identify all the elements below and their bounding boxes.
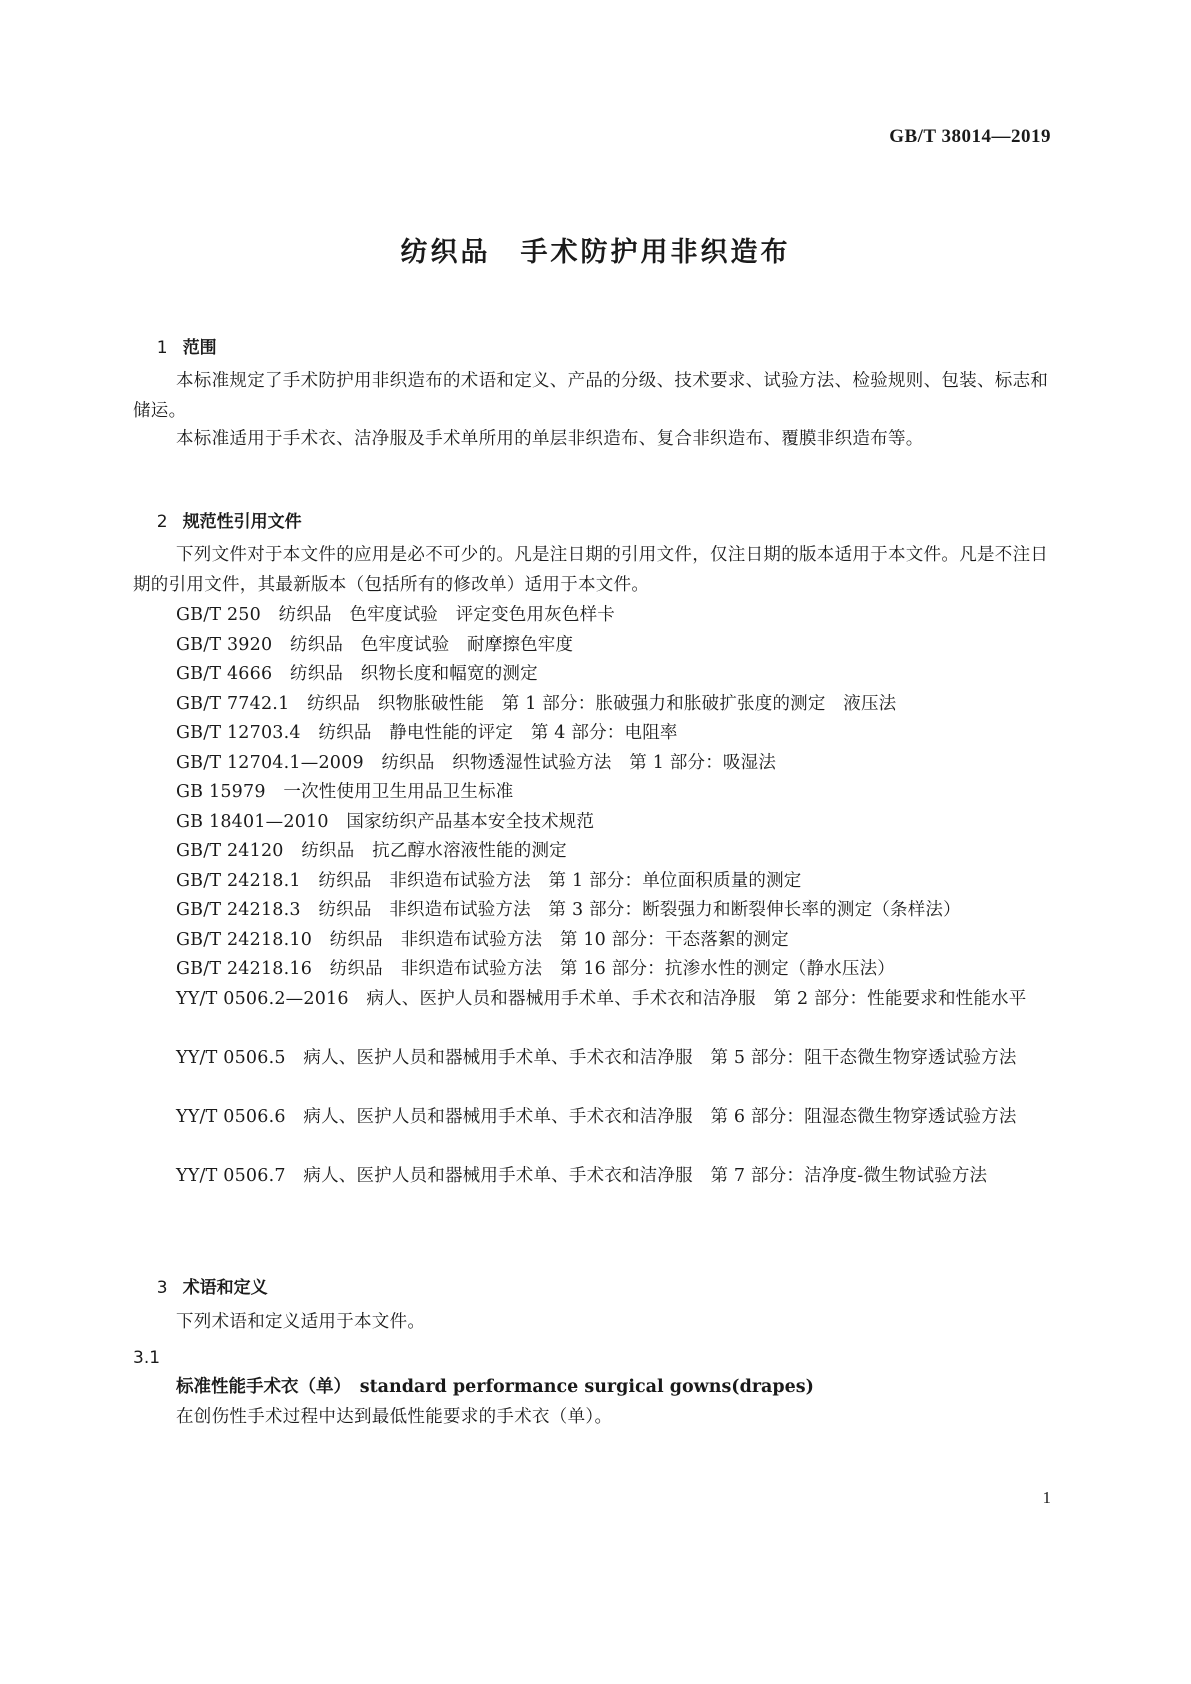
reference-item: GB/T 24218.10 纺织品 非织造布试验方法 第 10 部分：干态落絮的测定 xyxy=(176,930,789,950)
references-intro: 下列文件对于本文件的应用是必不可少的。凡是注日期的引用文件，仅注日期的版本适用于本文件。凡是不注日期的引用文件，其最新版本（包括所有的修改单）适用于本文件。 xyxy=(133,545,1049,595)
reference-item: GB/T 24218.3 纺织品 非织造布试验方法 第 3 部分：断裂强力和断裂伸长率的测定（条样法） xyxy=(176,900,961,920)
reference-item: GB/T 4666 纺织品 织物长度和幅宽的测定 xyxy=(176,664,538,684)
reference-item: GB/T 12703.4 纺织品 静电性能的评定 第 4 部分：电阻率 xyxy=(176,723,678,743)
reference-item: YY/T 0506.7 病人、医护人员和器械用手术单、手术衣和洁净服 第 7 部分：洁净度-微生物试验方法 xyxy=(176,1166,988,1186)
reference-item: GB/T 12704.1—2009 纺织品 织物透湿性试验方法 第 1 部分：吸湿法 xyxy=(176,753,777,773)
reference-item: GB/T 250 纺织品 色牢度试验 评定变色用灰色样卡 xyxy=(176,605,615,625)
scope-paragraph-2: 本标准适用于手术衣、洁净服及手术单所用的单层非织造布、复合非织造布、覆膜非织造布等。 xyxy=(176,429,924,449)
reference-item: GB/T 24120 纺织品 抗乙醇水溶液性能的测定 xyxy=(176,841,567,861)
reference-item: GB/T 24218.16 纺织品 非织造布试验方法 第 16 部分：抗渗水性的测定（静水压法） xyxy=(176,959,895,979)
term-name: 标准性能手术衣（单） standard performance surgical gowns(drapes) xyxy=(176,1377,814,1397)
section-title: 术语和定义 xyxy=(182,1278,268,1298)
reference-item: GB 18401—2010 国家纺织产品基本安全技术规范 xyxy=(176,812,595,832)
standard-code: GB/T 38014—2019 xyxy=(889,126,1051,147)
reference-item: GB/T 3920 纺织品 色牢度试验 耐摩擦色牢度 xyxy=(176,635,574,655)
section-title: 规范性引用文件 xyxy=(182,512,302,532)
term-definition: 在创伤性手术过程中达到最低性能要求的手术衣（单）。 xyxy=(176,1407,613,1427)
reference-item: GB/T 24218.1 纺织品 非织造布试验方法 第 1 部分：单位面积质量的测定 xyxy=(176,871,802,891)
terms-intro: 下列术语和定义适用于本文件。 xyxy=(176,1312,426,1332)
document-title: 纺织品 手术防护用非织造布 xyxy=(400,237,791,268)
section-title: 范围 xyxy=(182,338,217,358)
term-number: 3.1 xyxy=(133,1348,161,1368)
section-number: 2 xyxy=(156,512,168,532)
page-number: 1 xyxy=(1042,1488,1051,1507)
reference-item: YY/T 0506.5 病人、医护人员和器械用手术单、手术衣和洁净服 第 5 部分：阻干态微生物穿透试验方法 xyxy=(176,1048,1017,1068)
section-number: 3 xyxy=(156,1278,168,1298)
reference-item: GB/T 7742.1 纺织品 织物胀破性能 第 1 部分：胀破强力和胀破扩张度的测定 液压法 xyxy=(176,694,897,714)
scope-paragraph-1: 本标准规定了手术防护用非织造布的术语和定义、产品的分级、技术要求、试验方法、检验规则、包装、标志和储运。 xyxy=(133,371,1049,421)
reference-item: GB 15979 一次性使用卫生用品卫生标准 xyxy=(176,782,514,802)
section-number: 1 xyxy=(156,338,168,358)
reference-item: YY/T 0506.6 病人、医护人员和器械用手术单、手术衣和洁净服 第 6 部分：阻湿态微生物穿透试验方法 xyxy=(176,1107,1017,1127)
reference-item: YY/T 0506.2—2016 病人、医护人员和器械用手术单、手术衣和洁净服 第 2 部分：性能要求和性能水平 xyxy=(176,989,1027,1009)
